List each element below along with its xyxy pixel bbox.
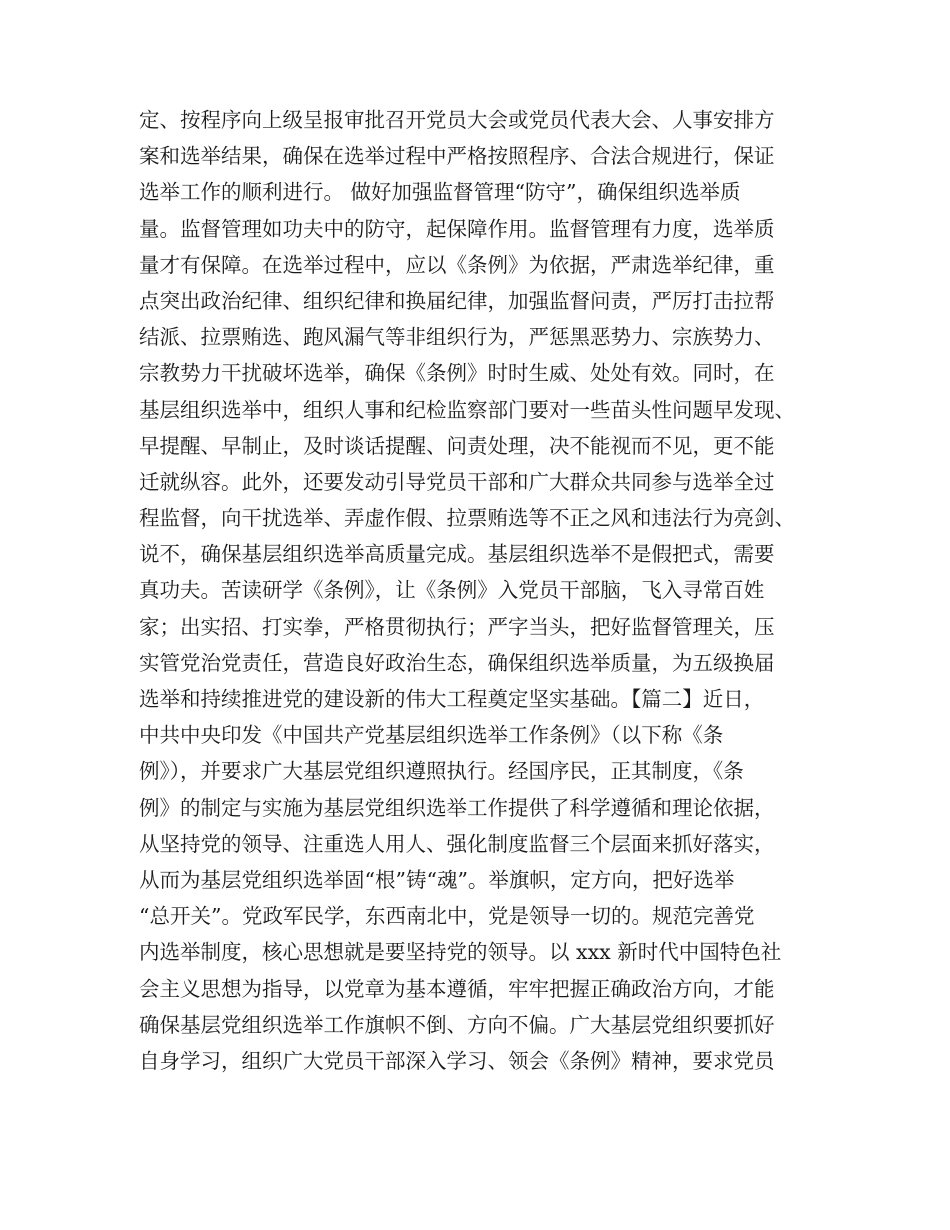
text-line: 选举工作的顺利进行。 做好加强监督管理“防守”，确保组织选举质 bbox=[139, 180, 741, 205]
text-line: 说不，确保基层组织选举高质量完成。基层组织选举不是假把式，需要 bbox=[139, 542, 775, 567]
text-line: 会主义思想为指导，以党章为基本遵循，牢牢把握正确政治方向，才能 bbox=[139, 976, 775, 1001]
text-line: 结派、拉票贿选、跑风漏气等非组织行为，严惩黑恶势力、宗族势力、 bbox=[139, 325, 775, 350]
text-line: 早提醒、早制止，及时谈话提醒、问责处理，决不能视而不见，更不能 bbox=[139, 433, 775, 458]
body-text bbox=[139, 102, 829, 1079]
text-line: 自身学习，组织广大党员干部深入学习、领会《条例》精神，要求党员 bbox=[139, 1048, 775, 1073]
text-line: 真功夫。苦读研学《条例》，让《条例》入党员干部脑，飞入寻常百姓 bbox=[139, 578, 765, 603]
text-line: 定、按程序向上级呈报审批召开党员大会或党员代表大会、人事安排方 bbox=[139, 108, 775, 132]
text-line: 例》的制定与实施为基层党组织选举工作提供了科学遵循和理论依据， bbox=[139, 795, 775, 820]
text-line: 例》），并要求广大基层党组织遵照执行。经国序民，正其制度，《条 bbox=[139, 759, 744, 784]
text-line: 从坚持党的领导、注重选人用人、强化制度监督三个层面来抓好落实， bbox=[139, 831, 775, 856]
text-line: 中共中央印发《中国共产党基层组织选举工作条例》（以下称《条 bbox=[139, 723, 724, 748]
text-line: 点突出政治纪律、组织纪律和换届纪律，加强监督问责，严厉打击拉帮 bbox=[139, 288, 775, 313]
text-line: 选举和持续推进党的建设新的伟大工程奠定坚实基础。【篇二】近日， bbox=[139, 687, 765, 711]
text-line: 量才有保障。在选举过程中，应以《条例》为依据，严肃选举纪律，重 bbox=[139, 252, 775, 277]
text-line: “总开关”。党政军民学，东西南北中，党是领导一切的。规范完善党 bbox=[139, 904, 755, 929]
text-line: 实管党治党责任，营造良好政治生态，确保组织选举质量，为五级换届 bbox=[139, 650, 775, 675]
text-line: 宗教势力干扰破坏选举，确保《条例》时时生威、处处有效。同时，在 bbox=[139, 361, 775, 386]
text-line: 程监督，向干扰选举、弄虚作假、拉票贿选等不正之风和违法行为亮剑、 bbox=[139, 506, 795, 531]
text-line: 内选举制度，核心思想就是要坚持党的领导。以 xxx 新时代中国特色社 bbox=[139, 940, 782, 965]
text-line: 迁就纵容。此外，还要发动引导党员干部和广大群众共同参与选举全过 bbox=[139, 469, 775, 494]
text-line: 量。监督管理如功夫中的防守，起保障作用。监督管理有力度，选举质 bbox=[139, 216, 775, 241]
text-line: 案和选举结果，确保在选举过程中严格按照程序、合法合规进行，保证 bbox=[139, 144, 775, 169]
text-line: 家；出实招、打实拳，严格贯彻执行；严字当头，把好监督管理关，压 bbox=[139, 614, 775, 639]
text-line: 从而为基层党组织选举固“根”铸“魂”。举旗帜，定方向，把好选举 bbox=[139, 867, 735, 892]
text-line: 确保基层党组织选举工作旗帜不倒、方向不偏。广大基层党组织要抓好 bbox=[139, 1012, 775, 1037]
text-line: 基层组织选举中，组织人事和纪检监察部门要对一些苗头性问题早发现、 bbox=[139, 397, 795, 422]
